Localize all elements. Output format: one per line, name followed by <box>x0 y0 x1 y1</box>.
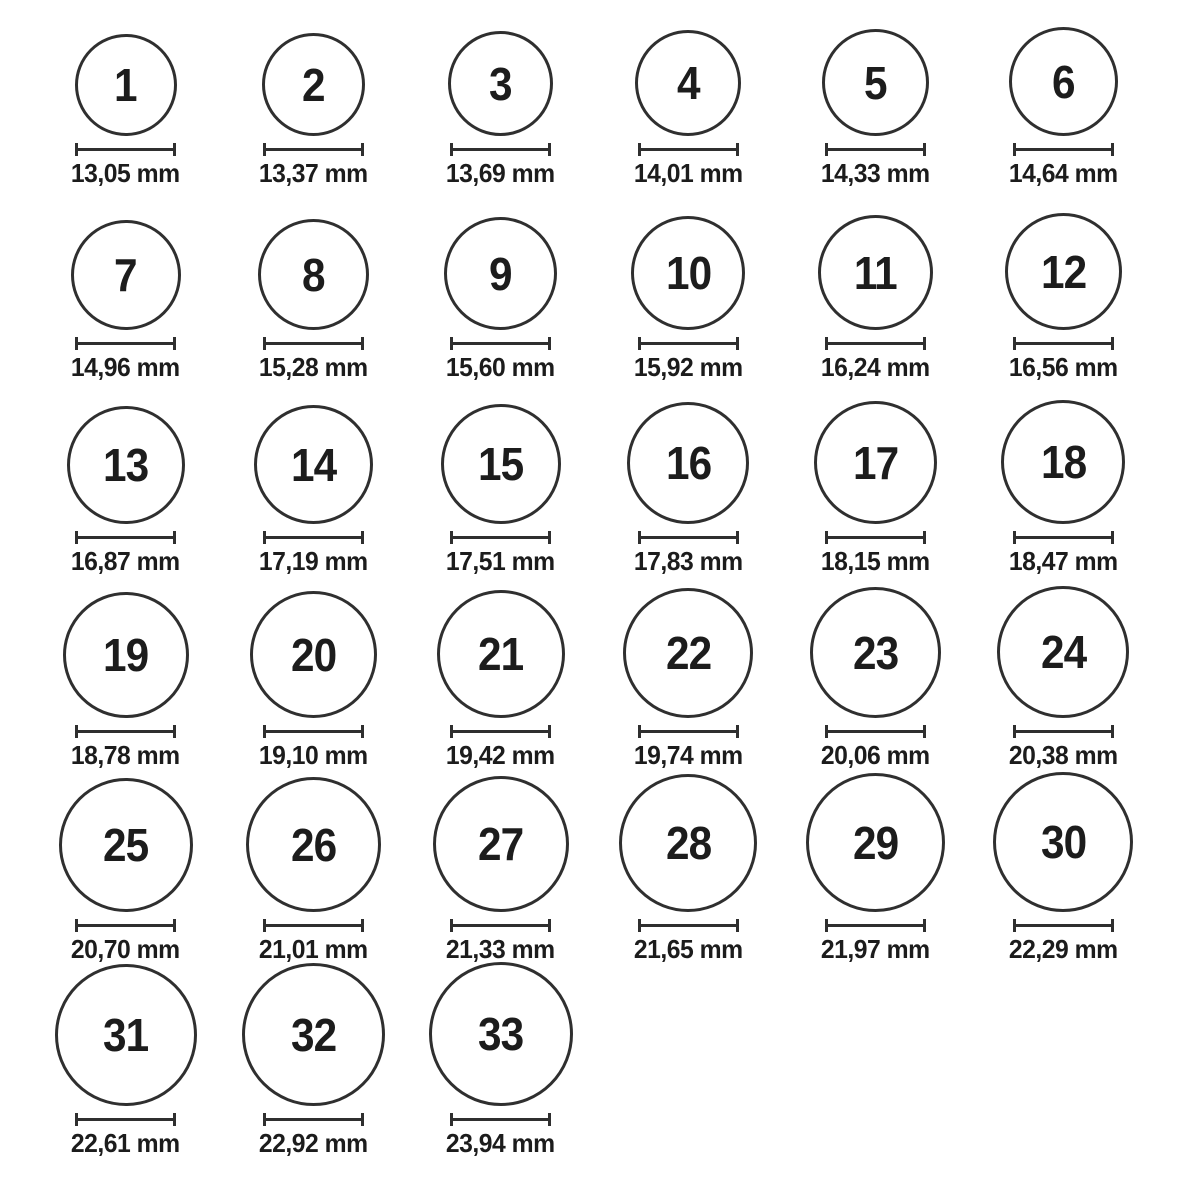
ring-circle <box>254 405 373 524</box>
ring-size-number: 7 <box>114 249 138 302</box>
ring-size-item <box>782 582 970 776</box>
diameter-label: 23,94 mm <box>446 1128 556 1159</box>
diameter-measure-line <box>825 725 926 738</box>
ring-circle <box>822 29 929 136</box>
ring-circle <box>627 402 749 524</box>
ring-circle <box>441 404 561 524</box>
ring-size-item <box>782 776 970 970</box>
ring-circle <box>1009 27 1118 136</box>
diameter-label: 20,38 mm <box>1008 740 1118 771</box>
diameter-measure-line <box>263 919 364 932</box>
ring-circle <box>71 220 181 330</box>
ring-size-item <box>782 0 970 194</box>
diameter-measure-line <box>75 337 176 350</box>
diameter-label: 21,97 mm <box>821 934 931 965</box>
diameter-measure-line <box>638 725 739 738</box>
ring-size-number: 21 <box>478 628 524 681</box>
ring-circle <box>448 31 553 136</box>
diameter-label: 18,78 mm <box>71 740 181 771</box>
diameter-label: 20,06 mm <box>821 740 931 771</box>
ring-circle <box>631 216 745 330</box>
ring-size-number: 28 <box>665 817 711 870</box>
ring-size-item <box>595 388 783 582</box>
diameter-label: 16,87 mm <box>71 546 181 577</box>
ring-circle <box>1001 400 1125 524</box>
ring-size-number: 10 <box>665 247 711 300</box>
diameter-measure-line <box>450 1113 551 1126</box>
ring-circle <box>997 586 1129 718</box>
ring-circle <box>1005 213 1122 330</box>
diameter-measure-line <box>1013 531 1114 544</box>
ring-size-item <box>595 776 783 970</box>
ring-size-number: 32 <box>290 1008 336 1061</box>
diameter-measure-line <box>1013 337 1114 350</box>
diameter-measure-line <box>263 337 364 350</box>
diameter-label: 14,33 mm <box>821 158 931 189</box>
diameter-measure-line <box>75 531 176 544</box>
diameter-label: 14,96 mm <box>71 352 181 383</box>
ring-size-item <box>32 970 220 1164</box>
ring-size-item <box>32 388 220 582</box>
diameter-label: 19,74 mm <box>633 740 743 771</box>
ring-size-item <box>32 776 220 970</box>
diameter-measure-line <box>638 143 739 156</box>
ring-size-item <box>220 582 408 776</box>
ring-circle <box>806 773 945 912</box>
diameter-label: 18,15 mm <box>821 546 931 577</box>
ring-size-item <box>970 0 1158 194</box>
ring-size-item <box>407 0 595 194</box>
ring-size-number: 18 <box>1040 436 1086 489</box>
ring-size-item <box>970 194 1158 388</box>
ring-size-item <box>782 388 970 582</box>
diameter-measure-line <box>450 337 551 350</box>
diameter-measure-line <box>638 337 739 350</box>
ring-size-item <box>407 970 595 1164</box>
diameter-measure-line <box>825 143 926 156</box>
ring-size-item <box>32 194 220 388</box>
ring-size-number: 13 <box>103 439 149 492</box>
diameter-label: 13,69 mm <box>446 158 556 189</box>
diameter-measure-line <box>825 337 926 350</box>
diameter-measure-line <box>263 725 364 738</box>
ring-size-number: 25 <box>103 819 149 872</box>
ring-circle <box>55 964 197 1106</box>
ring-size-number: 24 <box>1040 626 1086 679</box>
ring-size-number: 16 <box>665 437 711 490</box>
ring-size-grid <box>32 0 1157 1164</box>
diameter-label: 21,33 mm <box>446 934 556 965</box>
ring-size-number: 30 <box>1040 816 1086 869</box>
diameter-label: 22,29 mm <box>1008 934 1118 965</box>
ring-size-number: 22 <box>665 627 711 680</box>
diameter-measure-line <box>825 919 926 932</box>
ring-circle <box>993 772 1133 912</box>
ring-size-number: 4 <box>676 57 700 110</box>
ring-size-item <box>407 776 595 970</box>
ring-size-item <box>32 582 220 776</box>
diameter-measure-line <box>450 531 551 544</box>
ring-size-number: 29 <box>853 816 899 869</box>
ring-circle <box>433 776 569 912</box>
ring-size-number: 6 <box>1051 55 1075 108</box>
ring-size-number: 31 <box>103 1009 149 1062</box>
ring-size-item <box>595 194 783 388</box>
ring-size-number: 26 <box>290 818 336 871</box>
diameter-label: 17,19 mm <box>258 546 368 577</box>
ring-size-number: 11 <box>854 246 898 299</box>
ring-circle <box>818 215 933 330</box>
ring-circle <box>59 778 193 912</box>
diameter-label: 22,61 mm <box>71 1128 181 1159</box>
ring-size-item <box>407 194 595 388</box>
diameter-measure-line <box>825 531 926 544</box>
ring-size-number: 5 <box>864 56 888 109</box>
diameter-label: 13,05 mm <box>71 158 181 189</box>
ring-size-number: 3 <box>489 57 513 110</box>
ring-size-number: 19 <box>103 629 149 682</box>
diameter-label: 17,51 mm <box>446 546 556 577</box>
ring-size-number: 14 <box>290 438 336 491</box>
ring-size-item <box>407 582 595 776</box>
ring-circle <box>262 33 365 136</box>
ring-circle <box>444 217 557 330</box>
ring-size-number: 27 <box>478 818 524 871</box>
ring-size-item <box>32 0 220 194</box>
ring-circle <box>246 777 381 912</box>
diameter-label: 22,92 mm <box>258 1128 368 1159</box>
ring-size-item <box>595 582 783 776</box>
ring-size-number: 12 <box>1040 245 1086 298</box>
ring-size-number: 20 <box>290 628 336 681</box>
diameter-measure-line <box>75 919 176 932</box>
diameter-measure-line <box>638 531 739 544</box>
ring-size-item <box>970 388 1158 582</box>
ring-circle <box>814 401 937 524</box>
ring-size-item <box>970 582 1158 776</box>
diameter-label: 14,01 mm <box>633 158 743 189</box>
ring-size-number: 9 <box>489 247 513 300</box>
diameter-label: 15,92 mm <box>633 352 743 383</box>
ring-circle <box>67 406 185 524</box>
ring-size-number: 33 <box>478 1008 524 1061</box>
diameter-label: 20,70 mm <box>71 934 181 965</box>
ring-size-number: 17 <box>853 436 899 489</box>
diameter-measure-line <box>1013 143 1114 156</box>
ring-circle <box>619 774 757 912</box>
ring-size-item <box>220 388 408 582</box>
diameter-label: 18,47 mm <box>1008 546 1118 577</box>
ring-circle <box>242 963 385 1106</box>
diameter-measure-line <box>1013 725 1114 738</box>
ring-circle <box>810 587 941 718</box>
diameter-label: 21,01 mm <box>258 934 368 965</box>
ring-circle <box>437 590 565 718</box>
diameter-label: 21,65 mm <box>633 934 743 965</box>
diameter-label: 16,24 mm <box>821 352 931 383</box>
ring-size-item <box>220 194 408 388</box>
diameter-label: 15,28 mm <box>258 352 368 383</box>
ring-size-number: 8 <box>301 248 325 301</box>
diameter-label: 19,10 mm <box>258 740 368 771</box>
diameter-measure-line <box>75 725 176 738</box>
diameter-measure-line <box>450 919 551 932</box>
ring-size-item <box>782 194 970 388</box>
diameter-measure-line <box>450 143 551 156</box>
diameter-label: 15,60 mm <box>446 352 556 383</box>
ring-size-item <box>407 388 595 582</box>
ring-circle <box>63 592 189 718</box>
ring-circle <box>250 591 377 718</box>
ring-size-item <box>220 970 408 1164</box>
diameter-measure-line <box>263 143 364 156</box>
ring-circle <box>623 588 753 718</box>
diameter-measure-line <box>1013 919 1114 932</box>
diameter-measure-line <box>75 1113 176 1126</box>
ring-size-number: 2 <box>301 58 325 111</box>
diameter-label: 16,56 mm <box>1008 352 1118 383</box>
ring-size-item <box>220 0 408 194</box>
ring-circle <box>429 962 573 1106</box>
diameter-measure-line <box>450 725 551 738</box>
diameter-label: 17,83 mm <box>633 546 743 577</box>
ring-size-number: 1 <box>114 59 138 112</box>
diameter-label: 19,42 mm <box>446 740 556 771</box>
ring-size-number: 15 <box>478 438 524 491</box>
ring-size-item <box>220 776 408 970</box>
diameter-label: 13,37 mm <box>258 158 368 189</box>
ring-circle <box>635 30 741 136</box>
diameter-measure-line <box>263 1113 364 1126</box>
ring-circle <box>75 34 177 136</box>
ring-size-item <box>595 0 783 194</box>
diameter-label: 14,64 mm <box>1008 158 1118 189</box>
ring-size-number: 23 <box>853 626 899 679</box>
diameter-measure-line <box>638 919 739 932</box>
ring-circle <box>258 219 369 330</box>
diameter-measure-line <box>75 143 176 156</box>
diameter-measure-line <box>263 531 364 544</box>
ring-size-item <box>970 776 1158 970</box>
